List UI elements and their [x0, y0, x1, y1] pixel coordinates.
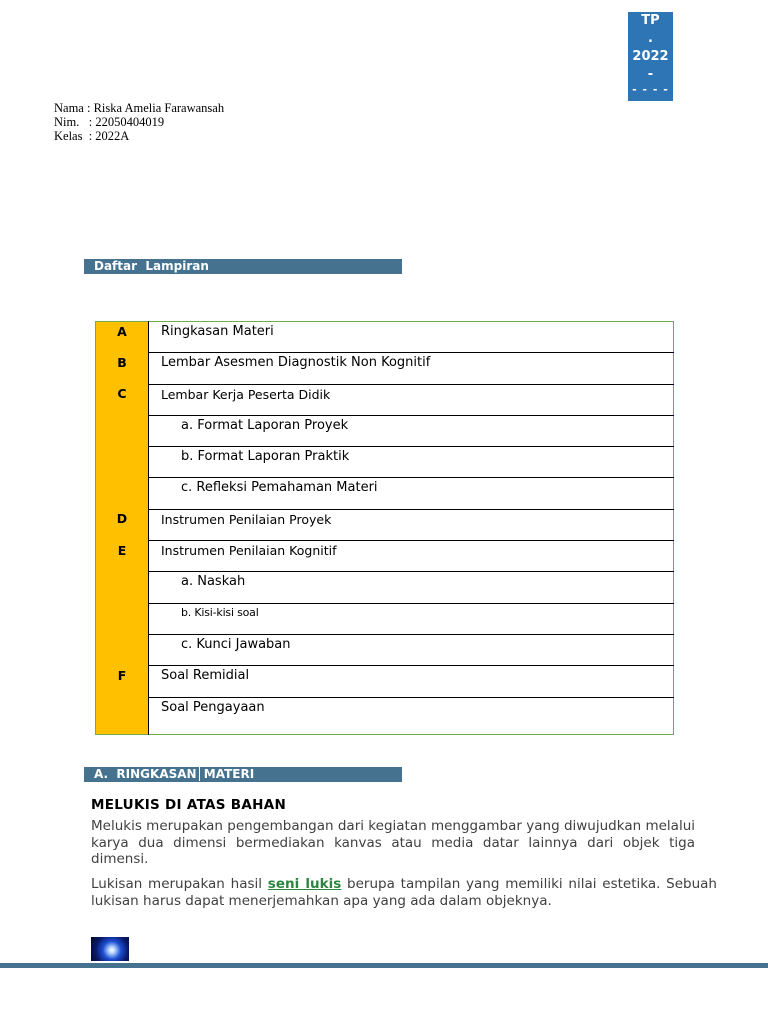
table-row: [96, 353, 674, 384]
badge-line-2: .: [648, 31, 653, 46]
decorative-thumbnail-image: [91, 937, 129, 961]
table-row: [96, 384, 674, 415]
lampiran-item-lkpd[interactable]: Lembar Kerja Peserta Didik: [149, 384, 674, 415]
paragraph-lukisan: [91, 876, 717, 909]
identity-nama: Nama : Riska Amelia Farawansah: [54, 101, 225, 115]
table-row: [96, 666, 674, 697]
identity-nim: Nim. : 22050404019: [54, 115, 165, 129]
tp-badge: [628, 12, 673, 101]
para2-text-pre: Lukisan merupakan hasil: [91, 876, 268, 892]
badge-line-4: -: [647, 67, 654, 82]
lampiran-item-penilaian-proyek[interactable]: Instrumen Penilaian Proyek: [149, 509, 674, 540]
row-letter-e: E: [96, 541, 149, 666]
table-row: [96, 322, 674, 353]
row-letter-c: C: [96, 384, 149, 509]
lampiran-item-remidial[interactable]: Soal Remidial: [149, 666, 674, 697]
seni-lukis-link[interactable]: seni lukis: [267, 876, 342, 892]
row-letter-empty: [96, 697, 149, 734]
table-row: [96, 509, 674, 540]
daftar-lampiran-header: Daftar Lampiran: [84, 259, 402, 274]
badge-line-3: 2022: [632, 49, 669, 64]
row-letter-a: A: [96, 322, 149, 353]
badge-line-5: - - - -: [632, 83, 669, 96]
content-heading: MELUKIS DI ATAS BAHAN: [91, 797, 287, 813]
para2-text-post: berupa tampilan yang memiliki nilai estetika. Sebuah lukisan harus dapat menerjemahkan apa yang ada dalam objeknya.: [91, 876, 717, 909]
footer-divider: [0, 963, 768, 968]
lampiran-item-penilaian-kognitif[interactable]: Instrumen Penilaian Kognitif: [149, 541, 674, 572]
lampiran-table: [95, 321, 674, 735]
badge-line-1: TP: [641, 13, 660, 28]
lampiran-item-kisi-kisi[interactable]: b. Kisi-kisi soal: [149, 603, 674, 634]
table-row: [96, 447, 674, 478]
table-row: [96, 541, 674, 572]
identity-kelas: Kelas : 2022A: [54, 129, 130, 143]
ringkasan-header-part2: MATERI: [199, 767, 255, 781]
lampiran-item-format-praktik[interactable]: b. Format Laporan Praktik: [149, 447, 674, 478]
lampiran-item-ringkasan[interactable]: Ringkasan Materi: [149, 322, 674, 353]
table-row: [96, 634, 674, 665]
lampiran-item-format-proyek[interactable]: a. Format Laporan Proyek: [149, 415, 674, 446]
table-row: [96, 478, 674, 509]
lampiran-item-kunci-jawaban[interactable]: c. Kunci Jawaban: [149, 634, 674, 665]
paragraph-melukis: Melukis merupakan pengembangan dari kegiatan menggambar yang diwujudkan melalui karya dua dimensi bermediakan kanvas atau media datar lainnya dari objek tiga dimensi.: [91, 818, 695, 867]
table-row: [96, 603, 674, 634]
table-row: [96, 415, 674, 446]
lampiran-item-asesmen[interactable]: Lembar Asesmen Diagnostik Non Kognitif: [149, 353, 674, 384]
lampiran-item-pengayaan[interactable]: Soal Pengayaan: [161, 699, 265, 715]
lampiran-item-refleksi[interactable]: c. Refleksi Pemahaman Materi: [149, 478, 674, 509]
ringkasan-header-part1: A. RINGKASAN: [94, 767, 200, 781]
table-row: [96, 572, 674, 603]
student-identity: [54, 101, 224, 143]
row-letter-b: B: [96, 353, 149, 384]
lampiran-item-naskah[interactable]: a. Naskah: [149, 572, 674, 603]
table-row: [96, 697, 674, 734]
row-letter-d: D: [96, 509, 149, 540]
ringkasan-materi-header: [84, 767, 402, 782]
row-letter-f: F: [96, 666, 149, 697]
